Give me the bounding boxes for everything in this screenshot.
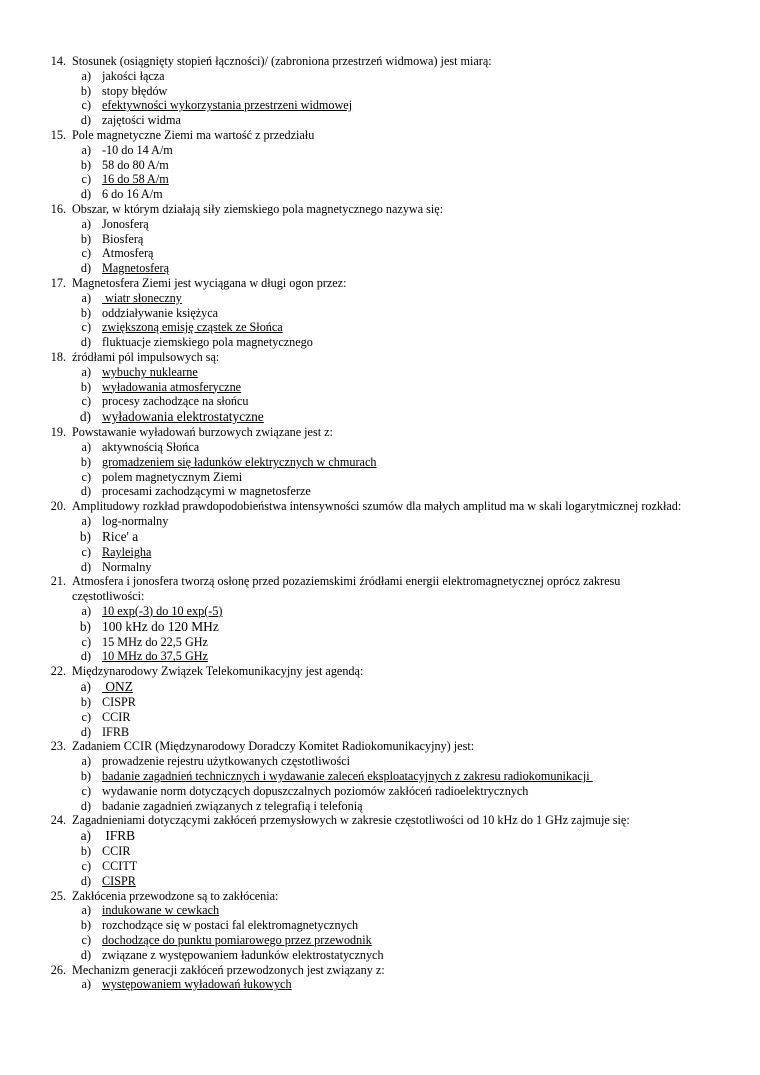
question-number: 19. [50, 425, 66, 440]
answer-option [0, 933, 760, 948]
question-text: Zadaniem CCIR (Międzynarodowy Doradczy Komitet Radiokomunikacyjny) jest: [72, 739, 475, 754]
answer-option [0, 69, 760, 84]
question-text: Mechanizm generacji zakłóceń przewodzonych jest związany z: [72, 962, 385, 977]
option-text: prowadzenie rejestru użytkowanych częstotliwości [102, 754, 351, 769]
question-number: 22. [50, 664, 66, 679]
option-label: d) [80, 187, 91, 202]
answer-option [0, 440, 760, 455]
document-body [0, 54, 760, 992]
question-text: Obszar, w którym działają siły ziemskiego pola magnetycznego nazywa się: [72, 201, 444, 216]
question-line [0, 276, 760, 291]
option-text: CCITT [102, 859, 138, 874]
option-text: aktywnością Słońca [102, 439, 200, 454]
option-text: zajętości widma [102, 113, 181, 128]
question-line [0, 499, 760, 514]
question-23 [0, 739, 760, 813]
answer-option [0, 545, 760, 560]
answer-option [0, 484, 760, 499]
option-label: a) [81, 216, 91, 231]
answer-option [0, 649, 760, 664]
option-text: Jonosferą [102, 216, 149, 231]
answer-option [0, 232, 760, 247]
question-number: 23. [50, 739, 66, 754]
question-line [0, 889, 760, 904]
question-number: 16. [50, 201, 66, 216]
question-16 [0, 202, 760, 276]
option-label: d) [80, 724, 91, 739]
question-22 [0, 664, 760, 739]
option-text-underlined: 16 do 58 A/m [102, 172, 169, 187]
question-line [0, 202, 760, 217]
question-number: 24. [50, 813, 66, 828]
question-17 [0, 276, 760, 350]
question-text: Stosunek (osiągnięty stopień łączności)/ (zabroniona przestrzeń widmowa) jest miarą: [72, 54, 492, 68]
option-label: a) [81, 68, 91, 83]
option-label: a) [81, 754, 91, 769]
option-text: IFRB [102, 828, 136, 844]
option-label: b) [80, 695, 91, 710]
answer-option [0, 365, 760, 380]
answer-option [0, 679, 760, 695]
answer-option [0, 769, 760, 784]
option-text: związane z występowaniem ładunków elektrostatycznych [102, 947, 384, 962]
option-label: b) [80, 379, 91, 394]
option-text-underlined: wyładowania atmosferyczne [102, 379, 242, 394]
question-line [0, 664, 760, 679]
question-21 [0, 574, 760, 664]
answer-option [0, 335, 760, 350]
option-label: b) [80, 918, 91, 933]
option-text: polem magnetycznym Ziemi [102, 469, 243, 484]
answer-option [0, 409, 760, 425]
answer-option [0, 246, 760, 261]
answer-option [0, 470, 760, 485]
answer-option [0, 903, 760, 918]
option-label: a) [80, 679, 91, 695]
option-text: wydawanie norm dotyczących dopuszczalnych poziomów zakłóceń radioelektrycznych [102, 783, 529, 798]
option-text-underlined: wiatr słoneczny [102, 290, 182, 305]
option-label: c) [81, 469, 91, 484]
question-text: Międzynarodowy Związek Telekomunikacyjny jest agendą: [72, 664, 364, 679]
option-text: 100 kHz do 120 MHz [102, 618, 219, 634]
question-text: Zagadnieniami dotyczącymi zakłóceń przemysłowych w zakresie częstotliwości od 10 kHz do 1 GHz zajmuje się: [72, 813, 630, 828]
option-text: Normalny [102, 559, 152, 574]
option-text: oddziaływanie księżyca [102, 305, 219, 320]
option-text: 58 do 80 A/m [102, 157, 169, 172]
option-text: badanie zagadnień związanych z telegrafią i telefonią [102, 798, 363, 813]
answer-option [0, 828, 760, 844]
option-label: c) [81, 246, 91, 261]
answer-option [0, 874, 760, 889]
option-label: d) [80, 649, 91, 664]
answer-option [0, 560, 760, 575]
option-label: c) [81, 320, 91, 335]
question-line [0, 963, 760, 978]
question-line [0, 739, 760, 754]
option-label: a) [81, 290, 91, 305]
option-text: jakości łącza [102, 68, 165, 83]
answer-option [0, 799, 760, 814]
answer-option [0, 784, 760, 799]
option-label: d) [80, 559, 91, 574]
option-text: IFRB [102, 724, 130, 739]
answer-option [0, 217, 760, 232]
question-line [0, 128, 760, 143]
question-26 [0, 963, 760, 993]
option-text-underlined: dochodzące do punktu pomiarowego przez przewodnik [102, 933, 372, 948]
option-label: b) [80, 844, 91, 859]
question-number: 17. [50, 275, 66, 290]
question-text: Powstawanie wyładowań burzowych związane jest z: [72, 425, 333, 440]
answer-option [0, 695, 760, 710]
option-label: d) [80, 947, 91, 962]
option-label: d) [80, 113, 91, 128]
option-text-underlined: gromadzeniem się ładunków elektrycznych w chmurach [102, 454, 377, 469]
option-text: log-normalny [102, 513, 169, 528]
option-text-underlined: CISPR [102, 873, 136, 888]
option-text-underlined: ONZ [102, 679, 133, 695]
option-text-underlined: efektywności wykorzystania przestrzeni widmowej [102, 98, 353, 113]
option-label: d) [80, 798, 91, 813]
option-label: a) [81, 977, 91, 992]
question-24 [0, 813, 760, 888]
option-label: c) [81, 98, 91, 113]
answer-option [0, 394, 760, 409]
option-text: fluktuacje ziemskiego pola magnetycznego [102, 335, 313, 350]
option-text-underlined: występowaniem wyładowań łukowych [102, 977, 292, 992]
question-number: 26. [50, 962, 66, 977]
option-label: a) [81, 903, 91, 918]
option-label: d) [80, 873, 91, 888]
answer-option [0, 529, 760, 545]
question-text: Amplitudowy rozkład prawdopodobieństwa intensywności szumów dla małych amplitud ma w skali logarytmicznej rozkład: [72, 499, 682, 514]
option-text: CISPR [102, 695, 136, 710]
answer-option [0, 84, 760, 99]
question-line [0, 574, 760, 604]
option-label: a) [81, 439, 91, 454]
question-number: 21. [50, 574, 66, 589]
option-label: c) [81, 544, 91, 559]
option-label: a) [81, 513, 91, 528]
question-number: 25. [50, 888, 66, 903]
question-18 [0, 350, 760, 425]
answer-option [0, 291, 760, 306]
option-label: d) [79, 409, 91, 425]
answer-option [0, 455, 760, 470]
answer-option [0, 261, 760, 276]
option-label: c) [81, 394, 91, 409]
option-label: d) [80, 261, 91, 276]
option-text-underlined: Magnetosferą [102, 261, 170, 276]
question-text: źródłami pól impulsowych są: [72, 349, 220, 364]
question-number: 18. [50, 349, 66, 364]
question-text: Pole magnetyczne Ziemi ma wartość z przedziału [72, 127, 315, 142]
option-label: b) [80, 157, 91, 172]
answer-option [0, 859, 760, 874]
answer-option [0, 710, 760, 725]
option-label: b) [80, 83, 91, 98]
question-line [0, 425, 760, 440]
option-text: CCIR [102, 709, 131, 724]
answer-option [0, 380, 760, 395]
answer-option [0, 98, 760, 113]
option-text-underlined: indukowane w cewkach [102, 903, 220, 918]
question-line [0, 54, 760, 69]
option-label: c) [81, 859, 91, 874]
answer-option [0, 514, 760, 529]
option-label: a) [81, 603, 91, 618]
option-text: 6 do 16 A/m [102, 187, 163, 202]
question-14 [0, 54, 760, 128]
answer-option [0, 158, 760, 173]
answer-option [0, 604, 760, 619]
answer-option [0, 113, 760, 128]
option-label: b) [79, 618, 91, 634]
question-line [0, 813, 760, 828]
question-line [0, 350, 760, 365]
option-text: 15 MHz do 22,5 GHz [102, 634, 208, 649]
option-text: procesami zachodzącymi w magnetosferze [102, 484, 311, 499]
option-text: Biosferą [102, 231, 144, 246]
question-number: 20. [50, 499, 66, 514]
answer-option [0, 844, 760, 859]
option-text: -10 do 14 A/m [102, 142, 173, 157]
option-text-underlined: 10 MHz do 37,5 GHz [102, 649, 208, 664]
option-label: a) [81, 364, 91, 379]
answer-option [0, 725, 760, 740]
option-text-underlined: zwiększoną emisję cząstek ze Słońca [102, 320, 283, 335]
option-label: b) [80, 454, 91, 469]
option-label: b) [80, 305, 91, 320]
question-20 [0, 499, 760, 574]
option-text: Rice' a [102, 528, 139, 544]
option-text-underlined: wybuchy nuklearne [102, 364, 198, 379]
option-text-underlined: badanie zagadnień technicznych i wydawanie zaleceń eksploatacyjnych z zakresu radiokomunikacji [102, 769, 593, 784]
question-15 [0, 128, 760, 202]
option-label: a) [81, 142, 91, 157]
answer-option [0, 918, 760, 933]
option-label: b) [80, 769, 91, 784]
question-number: 15. [50, 127, 66, 142]
option-text: rozchodzące się w postaci fal elektromagnetycznych [102, 918, 359, 933]
option-label: a) [80, 828, 91, 844]
option-label: c) [81, 709, 91, 724]
option-label: b) [79, 528, 91, 544]
answer-option [0, 977, 760, 992]
answer-option [0, 619, 760, 635]
option-label: c) [81, 933, 91, 948]
option-label: c) [81, 634, 91, 649]
option-label: b) [80, 231, 91, 246]
option-text: stopy błędów [102, 83, 168, 98]
answer-option [0, 143, 760, 158]
question-text: Zakłócenia przewodzone są to zakłócenia: [72, 888, 279, 903]
option-text: Atmosferą [102, 246, 154, 261]
option-label: d) [80, 335, 91, 350]
answer-option [0, 948, 760, 963]
option-text-underlined: wyładowania elektrostatyczne [102, 409, 264, 425]
question-number: 14. [50, 54, 66, 68]
answer-option [0, 635, 760, 650]
question-25 [0, 889, 760, 963]
answer-option [0, 187, 760, 202]
answer-option [0, 306, 760, 321]
answer-option [0, 754, 760, 769]
option-text: CCIR [102, 844, 131, 859]
answer-option [0, 320, 760, 335]
question-text: Atmosfera i jonosfera tworzą osłonę przed pozaziemskimi źródłami energii elektromagnetycznej oprócz zakresu częstotliwości: [72, 574, 621, 604]
question-19 [0, 425, 760, 499]
option-text: procesy zachodzące na słońcu [102, 394, 249, 409]
option-label: c) [81, 783, 91, 798]
option-label: d) [80, 484, 91, 499]
option-text-underlined: 10 exp(-3) do 10 exp(-5) [102, 603, 223, 618]
option-text-underlined: Rayleigha [102, 544, 152, 559]
option-label: c) [81, 172, 91, 187]
answer-option [0, 172, 760, 187]
question-text: Magnetosfera Ziemi jest wyciągana w długi ogon przez: [72, 275, 347, 290]
